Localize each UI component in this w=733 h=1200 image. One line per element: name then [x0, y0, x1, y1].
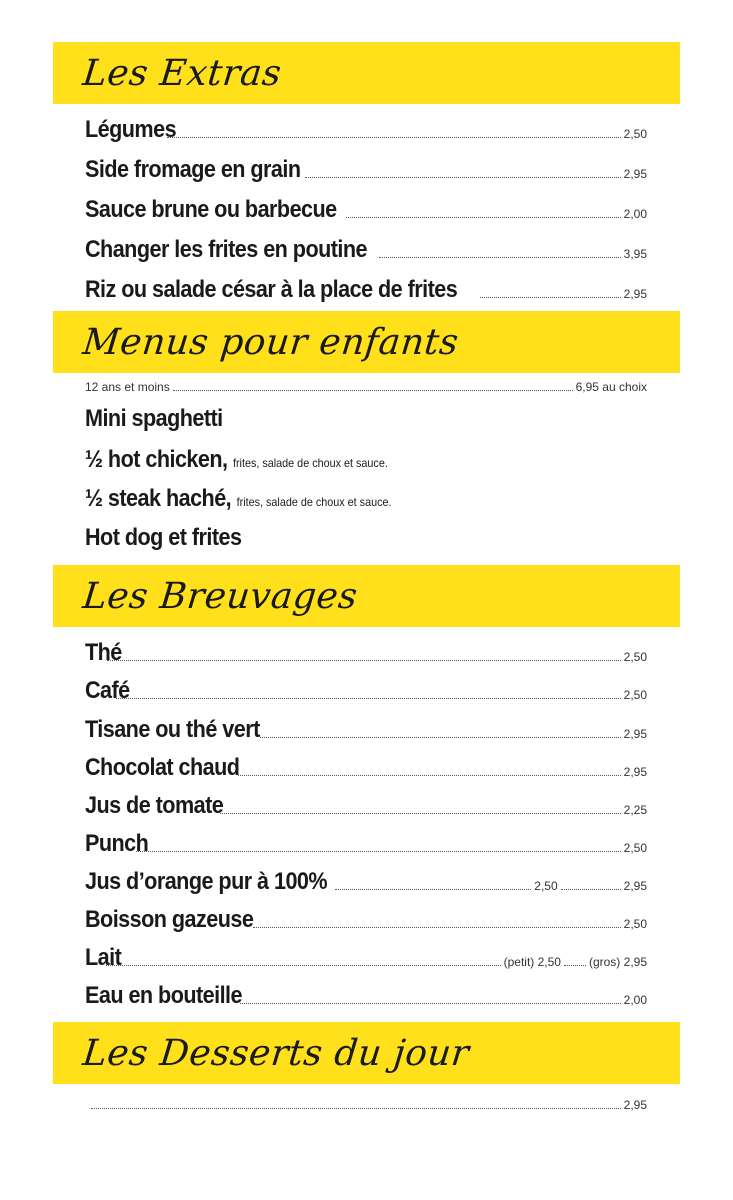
dot-leader [136, 851, 620, 852]
menu-item [85, 826, 647, 858]
item-price: 2,50 [623, 650, 647, 664]
item-price: 2,95 [623, 727, 647, 741]
item-price: 2,95 [623, 879, 647, 893]
item-name: Lait [85, 944, 122, 971]
item-name: Eau en bouteille [85, 982, 242, 1009]
section-title: Les Extras [80, 52, 284, 94]
dessert-price: 2,95 [623, 1098, 647, 1112]
item-price-small: 2,50 [534, 879, 558, 893]
item-price: 2,00 [623, 993, 647, 1007]
menu-item [85, 192, 647, 224]
item-detail: frites, salade de choux et sauce. [236, 495, 392, 509]
item-detail: frites, salade de choux et sauce. [232, 456, 388, 470]
kids-price-note [85, 378, 647, 394]
item-name: ½ steak haché, [85, 485, 232, 512]
dot-leader [561, 889, 621, 890]
menu-item [85, 902, 647, 934]
item-name: Légumes [85, 116, 177, 143]
dessert-price-row [88, 1096, 647, 1112]
item-price: (gros) 2,95 [588, 955, 647, 969]
menu-item [85, 112, 647, 144]
item-name: Sauce brune ou barbecue [85, 196, 337, 223]
item-price: 2,50 [623, 917, 647, 931]
dot-leader [107, 660, 621, 661]
item-name: Changer les frites en poutine [85, 236, 367, 263]
dot-leader [564, 965, 586, 966]
menu-item [85, 788, 647, 820]
item-price: 2,50 [623, 688, 647, 702]
section-header-desserts [53, 1022, 680, 1084]
dot-leader [167, 137, 620, 138]
item-price: 2,00 [623, 207, 647, 221]
item-name: Jus d’orange pur à 100% [85, 868, 328, 895]
dot-leader [305, 177, 620, 178]
item-price: 2,95 [623, 765, 647, 779]
item-name: Side fromage en grain [85, 156, 301, 183]
dot-leader [379, 257, 620, 258]
item-name: Tisane ou thé vert [85, 716, 260, 743]
dot-leader [240, 1003, 620, 1004]
menu-item [85, 232, 647, 264]
item-price: 2,50 [623, 841, 647, 855]
menu-item [85, 978, 647, 1010]
dot-leader [253, 927, 621, 928]
menu-item [85, 152, 647, 184]
dot-leader [173, 390, 573, 391]
menu-item [85, 940, 647, 972]
item-price-small: (petit) 2,50 [503, 955, 561, 969]
section-title: Menus pour enfants [80, 321, 461, 363]
item-name: Jus de tomate [85, 792, 224, 819]
dot-leader [346, 217, 621, 218]
kids-item [85, 485, 392, 513]
item-name: Thé [85, 639, 122, 666]
item-name: Mini spaghetti [85, 405, 223, 432]
item-name: Hot dog et frites [85, 524, 242, 551]
dot-leader [260, 737, 620, 738]
item-name: Punch [85, 830, 149, 857]
menu-item [85, 635, 647, 667]
menu-item [85, 864, 647, 896]
dot-leader [91, 1108, 621, 1109]
dot-leader [335, 889, 531, 890]
dot-leader [238, 775, 621, 776]
kids-item [85, 524, 241, 552]
age-note: 12 ans et moins [85, 380, 170, 394]
item-name: Riz ou salade césar à la place de frites [85, 276, 458, 303]
item-price: 3,95 [623, 247, 647, 261]
section-header-drinks [53, 565, 680, 627]
kids-item [85, 405, 223, 433]
menu-item [85, 673, 647, 705]
menu-item [85, 712, 647, 744]
dot-leader [106, 965, 500, 966]
item-name: Boisson gazeuse [85, 906, 254, 933]
section-title: Les Desserts du jour [80, 1032, 472, 1074]
item-price: 2,25 [623, 803, 647, 817]
section-header-extras [53, 42, 680, 104]
item-name: ½ hot chicken, [85, 446, 228, 473]
menu-item [85, 750, 647, 782]
kids-item [85, 446, 388, 474]
item-price: 2,95 [623, 287, 647, 301]
dot-leader [220, 813, 621, 814]
kids-price: 6,95 au choix [575, 380, 647, 394]
section-header-kids [53, 311, 680, 373]
item-name: Chocolat chaud [85, 754, 240, 781]
item-price: 2,95 [623, 167, 647, 181]
item-price: 2,50 [623, 127, 647, 141]
dot-leader [116, 698, 621, 699]
menu-item [85, 272, 647, 304]
dot-leader [480, 297, 621, 298]
section-title: Les Breuvages [80, 575, 360, 617]
item-name: Café [85, 677, 130, 704]
